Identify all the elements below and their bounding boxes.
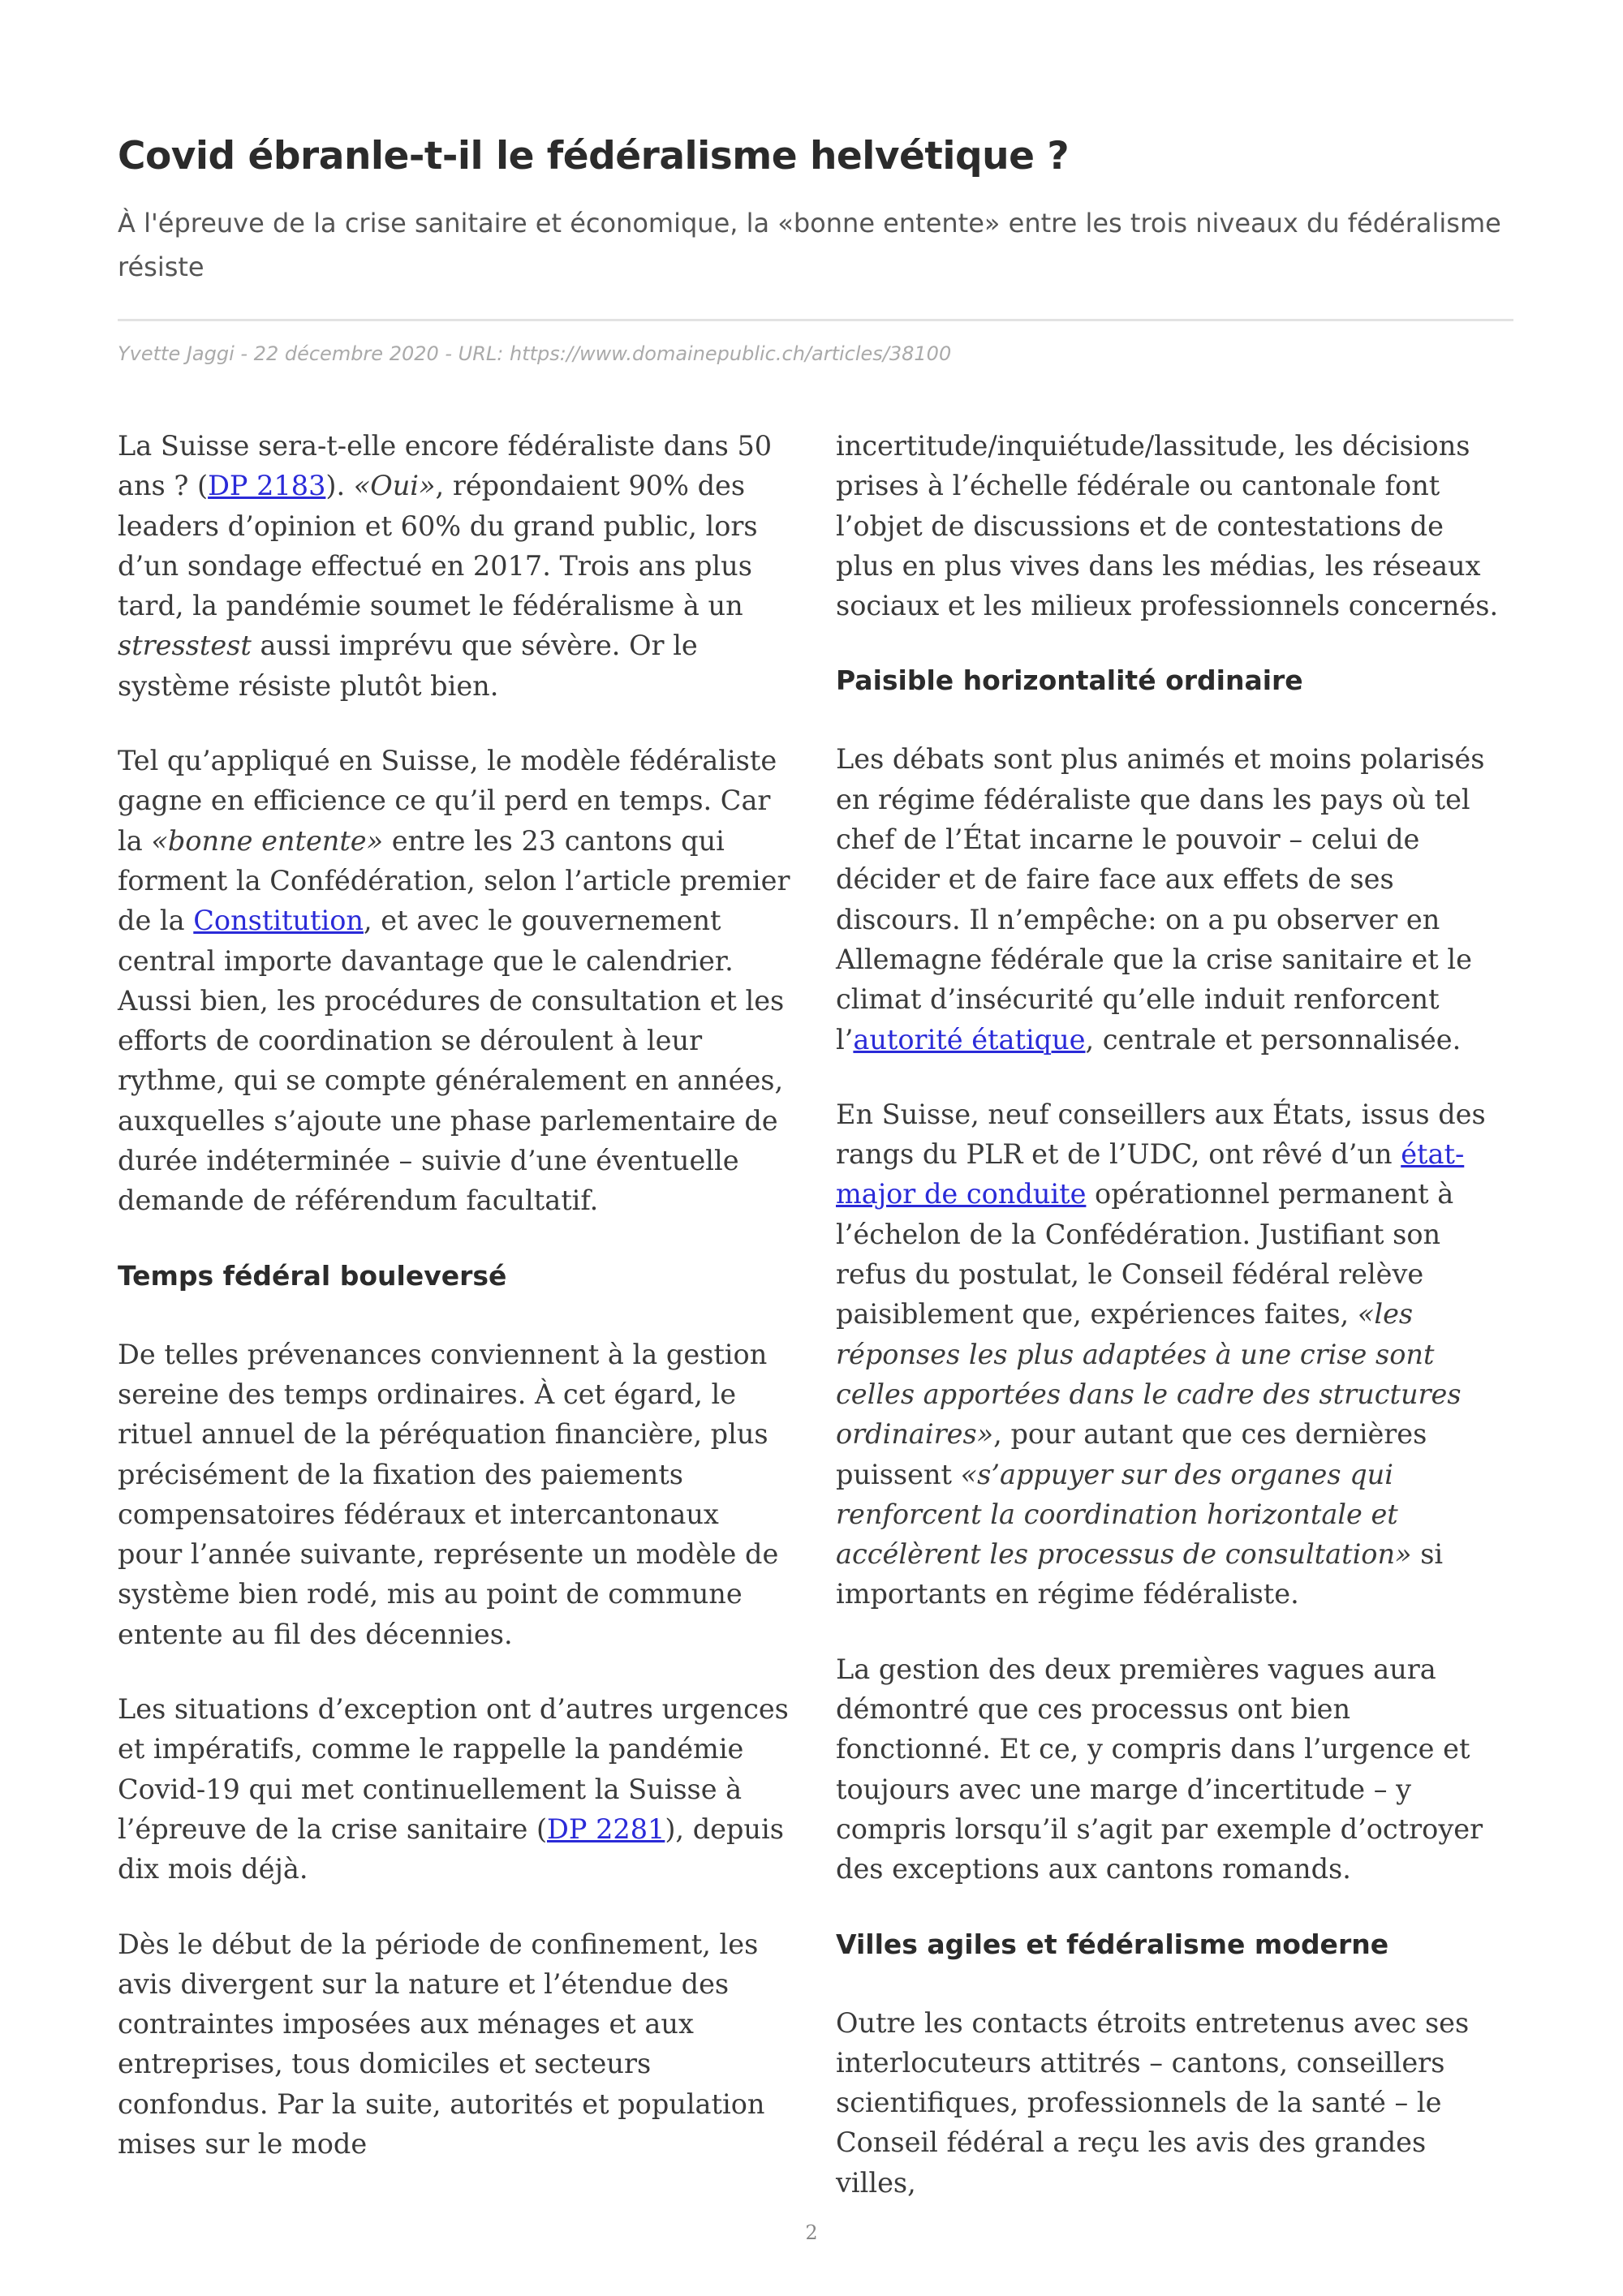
paragraph: Dès le début de la période de confinement, les avis divergent sur la nature et l’étendue des contraintes imposées aux ménages et aux entreprises, tous domiciles et secteurs confondus. Par la suite, autorités et population mises sur le mode — [118, 1928, 765, 2160]
page-number: 2 — [805, 2221, 818, 2244]
article-subtitle: À l'épreuve de la crise sanitaire et économique, la «bonne entente» entre les trois niveaux du fédéralisme résiste — [118, 208, 1501, 282]
dp-2281-link[interactable]: DP 2281 — [547, 1812, 665, 1845]
paragraph: incertitude/inquiétude/lassitude, les décisions prises à l’échelle fédérale ou cantonale font l’objet de discussions et de contestations de plus en plus vives dans les médias, les réseaux sociaux et les milieux professionnels concernés. — [836, 430, 1499, 622]
dp-2183-link[interactable]: DP 2183 — [208, 470, 326, 502]
paragraph: La gestion des deux premières vagues aura démontré que ces processus ont bien fonctionné. Et ce, y compris dans l’urgence et toujours avec une marge d’incertitude – y compris lorsqu’il s’agit par exemple d’octroyer des exceptions aux cantons romands. — [836, 1653, 1483, 1885]
paragraph: Tel qu’appliqué en Suisse, le modèle fédéraliste gagne en efficience ce qu’il perd en temps. Car la «bonne entente» entre les 23 cantons qui forment la Confédération, selon l’article premier de la Constitution, et avec le gouvernement central importe davantage que le calendrier. Aussi bien, les procédures de consultation et les efforts de coordination se déroulent à leur rythme, qui se compte généralement en années, auxquelles s’ajoute une phase parlementaire de durée indéterminée – suivie d’une éventuelle demande de référendum facultatif. — [118, 745, 790, 1217]
section-heading: Villes agiles et fédéralisme moderne — [836, 1928, 1389, 1960]
paragraph: En Suisse, neuf conseillers aux États, issus des rangs du PLR et de l’UDC, ont rêvé d’un état-major de conduite opérationnel permanent à l’échelon de la Confédération. Justifiant son refus du postulat, le Conseil fédéral relève paisiblement que, expériences faites, «les réponses les plus adaptées à une crise sont celles apportées dans le cadre des structures ordinaires», pour autant que ces dernières puissent «s’appuyer sur des organes qui renforcent la coordination horizontale et accélèrent les processus de consultation» si importants en régime fédéraliste. — [836, 1098, 1486, 1610]
article-meta: Yvette Jaggi - 22 décembre 2020 - URL: https://www.domainepublic.ch/articles/38100 — [118, 342, 952, 365]
paragraph: Outre les contacts étroits entretenus avec ses interlocuteurs attitrés – cantons, conseillers scientifiques, professionnels de la santé – le Conseil fédéral a reçu les avis des grandes villes, — [836, 2006, 1470, 2199]
article-title: Covid ébranle-t-il le fédéralisme helvétique ? — [118, 134, 1070, 178]
paragraph: Les débats sont plus animés et moins polarisés en régime fédéraliste que dans les pays où tel chef de l’État incarne le pouvoir – celui de décider et de faire face aux effets de ses discours. Il n’empêche: on a pu observer en Allemagne fédérale que la crise sanitaire et le climat d’insécurité qu’elle induit renforcent l’autorité étatique, centrale et personnalisée. — [836, 743, 1485, 1056]
autorite-etatique-link[interactable]: autorité étatique — [853, 1023, 1086, 1056]
constitution-link[interactable]: Constitution — [193, 905, 364, 937]
section-heading: Temps fédéral bouleversé — [118, 1259, 507, 1292]
right-column — [836, 426, 1509, 2238]
etat-major-link[interactable]: état-major de conduite — [836, 1138, 1465, 1210]
header-divider — [118, 319, 1513, 321]
section-heading: Paisible horizontalité ordinaire — [836, 664, 1303, 697]
paragraph: De telles prévenances conviennent à la gestion sereine des temps ordinaires. À cet égard, le rituel annuel de la péréquation financière, plus précisément de la fixation des paiements compensatoires fédéraux et intercantonaux pour l’année suivante, représente un modèle de système bien rodé, mis au point de commune entente au fil des décennies. — [118, 1338, 779, 1650]
paragraph: La Suisse sera-t-elle encore fédéraliste dans 50 ans ? (DP 2183). «Oui», répondaient 90% des leaders d’opinion et 60% du grand public, lors d’un sondage effectué en 2017. Trois ans plus tard, la pandémie soumet le fédéralisme à un stresstest aussi imprévu que sévère. Or le système résiste plutôt bien. — [118, 430, 773, 702]
left-column — [118, 426, 791, 2199]
paragraph: Les situations d’exception ont d’autres urgences et impératifs, comme le rappelle la pandémie Covid-19 qui met continuellement la Suisse à l’épreuve de la crise sanitaire (DP 2281), depuis dix mois déjà. — [118, 1693, 789, 1885]
